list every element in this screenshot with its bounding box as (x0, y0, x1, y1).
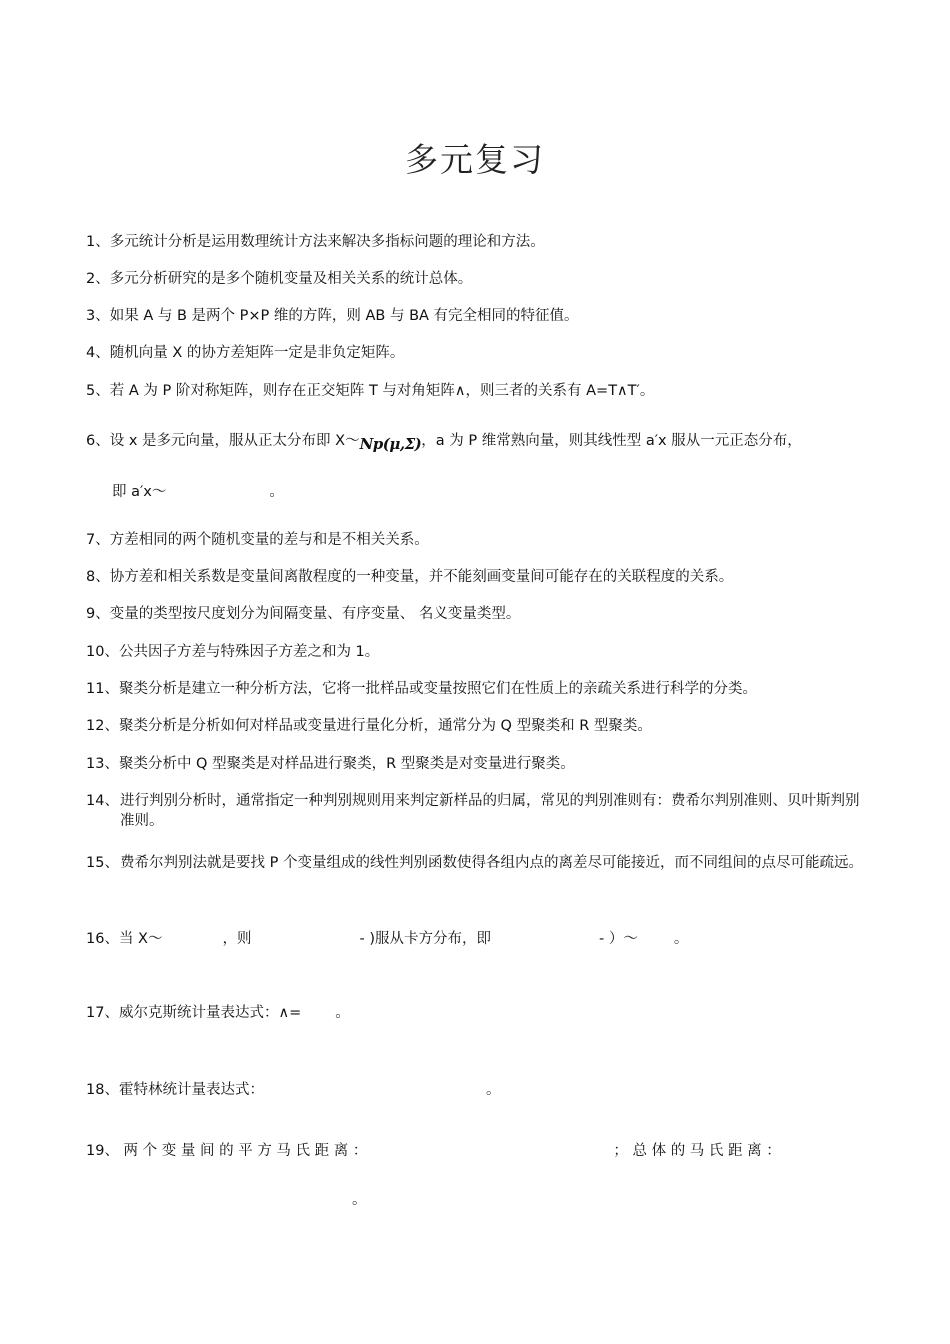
item-text: - ）～ (599, 931, 638, 947)
list-item (86, 1080, 866, 1100)
item-number: 7、 (86, 532, 110, 548)
item-text: 进行判别分析时，通常指定一种判别规则用来判定新样品的归属，常见的判别准则有：费希尔判别准则、贝叶斯判别准则。 (120, 793, 860, 829)
list-item (86, 431, 866, 454)
item-text: 、 两 个 变 量 间 的 平 方 马 氏 距 离 ： (104, 1143, 368, 1159)
item-text: 。 (352, 1192, 367, 1208)
item-number: 2、 (86, 271, 110, 287)
item-number: 16、 (86, 931, 119, 947)
list-item (86, 306, 866, 326)
list-item (86, 679, 866, 699)
item-text: 多元分析研究的是多个随机变量及相关关系的统计总体。 (109, 271, 473, 287)
list-item (86, 567, 866, 587)
list-item (86, 929, 866, 949)
item-text: 随机向量 X 的协方差矩阵一定是非负定矩阵。 (109, 345, 405, 361)
item-text: - )服从卡方分布，即 (359, 931, 491, 947)
item-text: ； 总 体 的 马 氏 距 离 ： (613, 1143, 781, 1159)
item-number: 12、 (86, 718, 119, 734)
list-item-continuation (352, 1190, 950, 1210)
item-number: 8、 (86, 569, 110, 585)
item-number: 17、 (86, 1005, 119, 1021)
item-number: 9、 (86, 606, 110, 622)
item-text: 威尔克斯统计量表达式：∧= (118, 1005, 302, 1021)
item-number: 14、 (86, 793, 119, 809)
item-number: 1、 (86, 234, 110, 250)
item-text: 如果 A 与 B 是两个 P×P 维的方阵，则 AB 与 BA 有完全相同的特征值。 (109, 308, 579, 324)
list-item (86, 1141, 866, 1161)
list-item-continuation (112, 482, 892, 502)
item-number: 3、 (86, 308, 110, 324)
item-text: 当 X～ (118, 931, 163, 947)
item-text: 即 a′x～ (112, 484, 167, 500)
item-text: 方差相同的两个随机变量的差与和是不相关关系。 (109, 532, 429, 548)
item-text: 。 (269, 484, 284, 500)
list-item (86, 381, 866, 401)
item-text: 多元统计分析是运用数理统计方法来解决多指标问题的理论和方法。 (109, 234, 545, 250)
normal-distribution-formula: Np(μ,Σ) (359, 435, 422, 453)
item-text: 。 (485, 1082, 501, 1098)
list-item (86, 604, 866, 624)
item-number: 6、 (86, 433, 110, 449)
list-item (86, 530, 866, 550)
item-number: 18、 (86, 1082, 119, 1098)
item-text: 公共因子方差与特殊因子方差之和为 1。 (118, 644, 380, 660)
list-item (86, 853, 866, 873)
list-item (86, 716, 866, 736)
item-number: 5、 (86, 383, 110, 399)
item-text: 若 A 为 P 阶对称矩阵，则存在正交矩阵 T 与对角矩阵∧，则三者的关系有 A=T∧T′。 (109, 383, 655, 399)
item-text: 协方差和相关系数是变量间离散程度的一种变量，并不能刻画变量间可能存在的关联程度的关系。 (109, 569, 734, 585)
item-text: 聚类分析是建立一种分析方法，它将一批样品或变量按照它们在性质上的亲疏关系进行科学的分类。 (118, 681, 757, 697)
item-number: 10、 (86, 644, 119, 660)
item-text: 变量的类型按尺度划分为间隔变量、有序变量、 名义变量类型。 (109, 606, 521, 622)
item-number: 11、 (86, 681, 119, 697)
list-item (86, 269, 866, 289)
item-text: 聚类分析是分析如何对样品或变量进行量化分析，通常分为 Q 型聚类和 R 型聚类。 (118, 718, 652, 734)
item-text: 霍特林统计量表达式： (118, 1082, 264, 1098)
list-item (86, 232, 866, 252)
list-item (86, 343, 866, 363)
list-item (86, 1003, 866, 1023)
list-item (86, 791, 866, 831)
list-item (86, 642, 866, 662)
item-number: 4、 (86, 345, 110, 361)
item-text: 。 (335, 1005, 350, 1021)
item-text: ，则 (222, 931, 252, 947)
list-item (86, 754, 866, 774)
item-number: 15、 (86, 855, 119, 871)
item-text: 聚类分析中 Q 型聚类是对样品进行聚类，R 型聚类是对变量进行聚类。 (118, 756, 575, 772)
item-text: 设 x 是多元向量，服从正太分布即 X～ (109, 433, 360, 449)
item-text: ，a 为 P 维常熟向量，则其线性型 a′x 服从一元正态分布， (421, 433, 802, 449)
item-text: 费希尔判别法就是要找 P 个变量组成的线性判别函数使得各组内点的离差尽可能接近，而不同组间的点尽可能疏远。 (120, 855, 863, 871)
page-title: 多元复习 (405, 140, 545, 179)
item-number: 19 (86, 1143, 105, 1159)
item-number: 13、 (86, 756, 119, 772)
item-text: 。 (673, 931, 689, 947)
